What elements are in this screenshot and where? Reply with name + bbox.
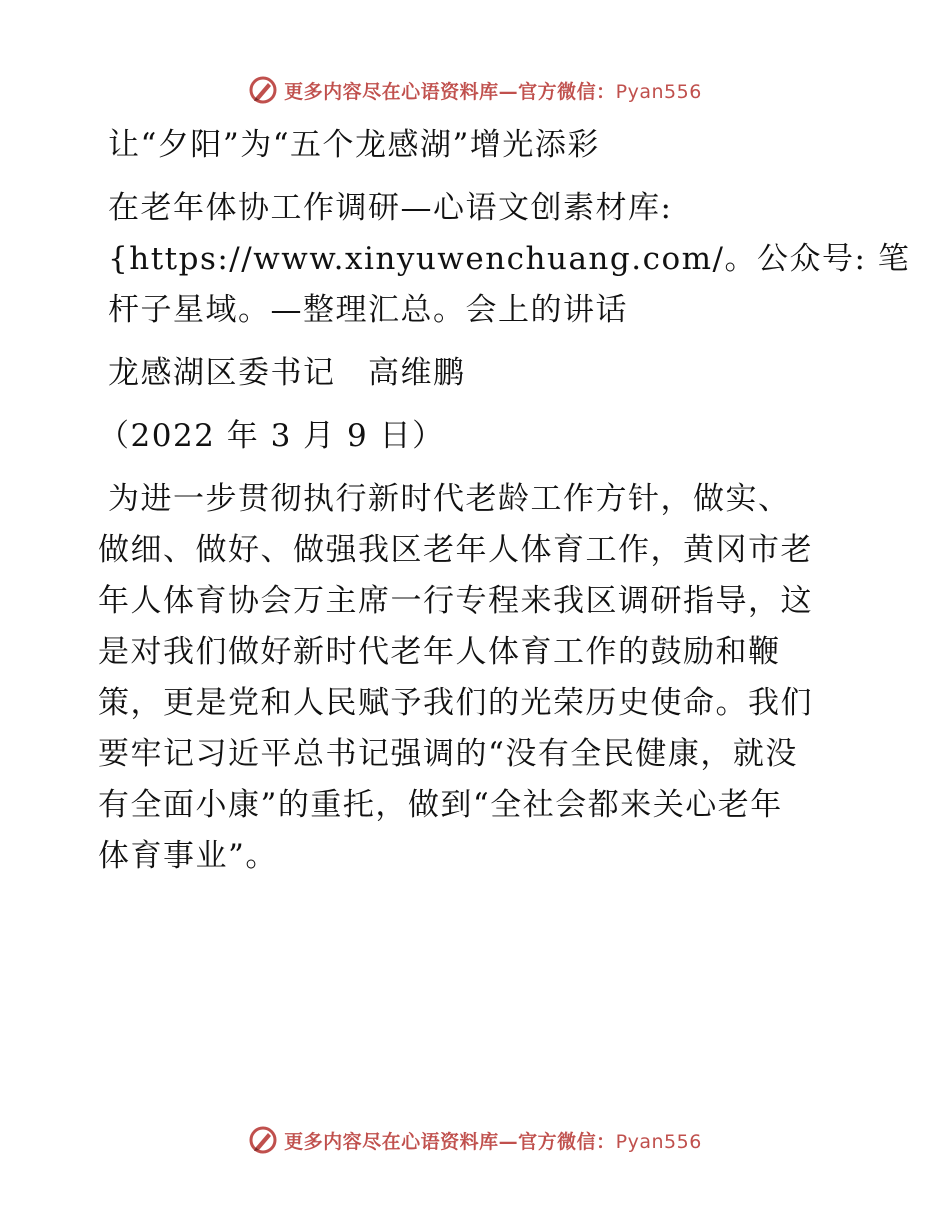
document-body [98, 120, 911, 882]
paragraph-line: 体育事业”。 [98, 838, 278, 874]
paragraph-line: 做细、做好、做强我区老年人体育工作，黄冈市老 [98, 532, 813, 568]
pen-logo-icon [248, 75, 278, 105]
subtitle-block [98, 183, 911, 336]
banner-text: 更多内容尽在心语资料库—官方微信：Pyan556 [284, 1130, 702, 1153]
paragraph-line: 策，更是党和人民赋予我们的光荣历史使命。我们 [98, 685, 813, 721]
paragraph-line: 要牢记习近平总书记强调的“没有全民健康，就没 [98, 736, 798, 772]
document-title: 让“夕阳”为“五个龙感湖”增光添彩 [108, 127, 600, 163]
banner-text: 更多内容尽在心语资料库—官方微信：Pyan556 [284, 80, 702, 103]
subtitle-line: 杆子星域。—整理汇总。会上的讲话 [108, 292, 628, 328]
paragraph-line: 年人体育协会万主席一行专程来我区调研指导，这 [98, 583, 813, 619]
body-paragraph [98, 474, 850, 882]
subtitle-line: {https://www.xinyuwenchuang.com/。公众号: 笔 [108, 241, 911, 277]
paragraph-line: 有全面小康”的重托，做到“全社会都来关心老年 [98, 787, 783, 823]
footer-banner [0, 1120, 950, 1160]
subtitle-line: 在老年体协工作调研—心语文创素材库: [108, 190, 673, 226]
banner-wechat-id: Pyan556 [615, 80, 702, 103]
author-line: 龙感湖区委书记 高维鹏 [108, 355, 466, 391]
paragraph-line: 是对我们做好新时代老年人体育工作的鼓励和鞭 [98, 634, 781, 670]
banner-wechat-id: Pyan556 [615, 1130, 702, 1153]
date-line: （2022 年 3 月 9 日） [98, 418, 445, 454]
pen-logo-icon [248, 1125, 278, 1155]
header-banner [0, 70, 950, 110]
paragraph-line: 为进一步贯彻执行新时代老龄工作方针，做实、 [108, 481, 791, 517]
